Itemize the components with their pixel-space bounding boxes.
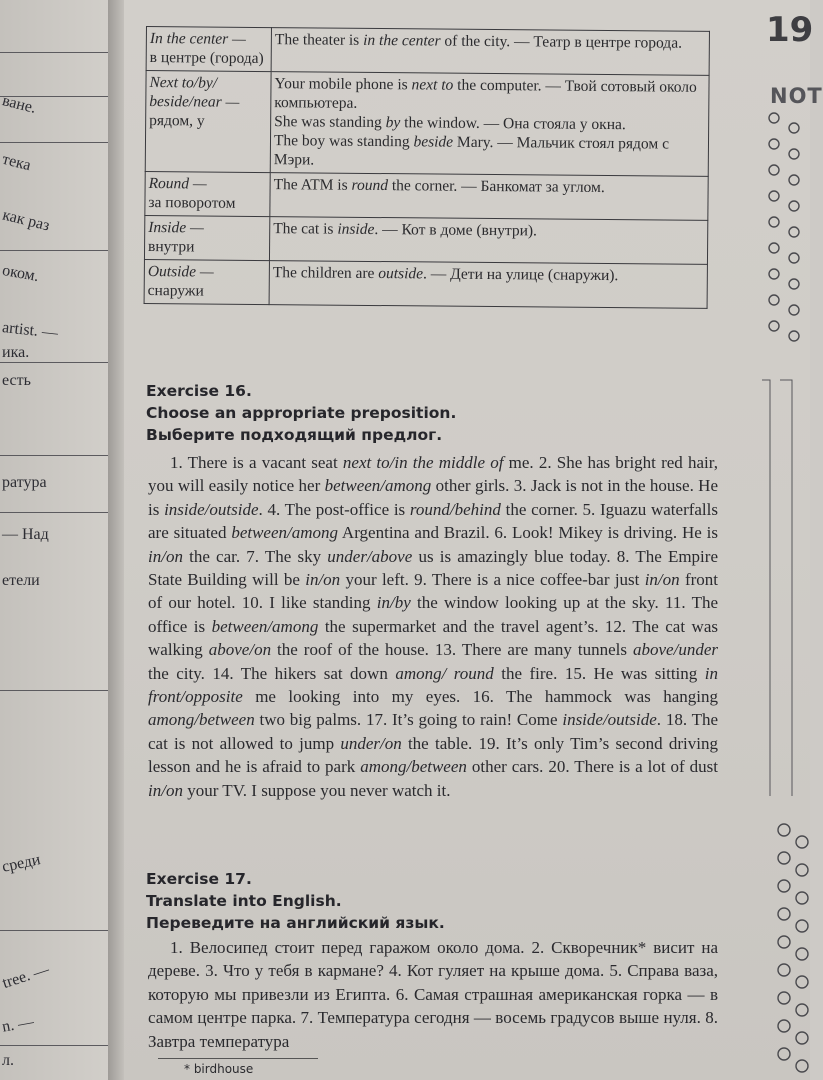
example-preposition: beside [413,133,454,151]
term-translation: в центре (города) [149,49,264,68]
preposition-options: among/between [360,757,467,777]
exercise-17-paragraph: 1. Велосипед стоит перед гаражом около дома. 2. Скворечник* висит на дереве. 3. Что у тебя в кармане? 4. Кот гуляет на крыше дома. 5. Справа ваза, которую мы привезли из Египта. 6. Самая страшная американская горка — в самом центре парка. 7. Температура сегодня — восемь градусов выше нуля. 8. Завтра температура [148,938,718,1051]
sentence-text: us is amazingly blue today. 8. The Empire State Building will be [148,546,718,590]
table-term-cell [144,259,269,304]
margin-circle [789,149,799,159]
exercise-16-text [148,451,718,802]
exercise-instruction-ru: Переведите на английский язык. [146,914,445,932]
sentence-text: me. 2. She has bright red hair, you will easily notice her [148,453,718,496]
preposition-options: in/by [376,593,411,613]
left-page-fragment: есть [2,372,31,389]
sentence-text: other girls. 3. Jack is not in the house. He is [148,476,718,519]
preposition-options: inside/outside [562,710,657,730]
example-text: The theater is [274,31,364,49]
sentence-text: the corner. 5. Iguazu waterfalls are situated [148,499,718,543]
preposition-options: round/behind [409,499,501,519]
exercise-17-text [148,936,718,1053]
example-text: Your mobile phone is [274,75,412,94]
margin-circle [769,191,779,201]
example-text: The ATM is [273,176,352,194]
preposition-options: among/between [148,710,255,730]
margin-circle [778,908,790,920]
preposition-options: above/on [208,640,272,660]
preposition-options: among/ round [395,663,494,683]
exercise-instruction-en: Choose an appropriate preposition. [146,404,457,422]
example-preposition: by [385,114,401,132]
margin-circle [769,295,779,305]
margin-circle [789,331,799,341]
margin-circle [796,836,808,848]
margin-circle [769,217,779,227]
example-text: the window. — Она стояла у окна. [400,114,626,134]
example-text: She was standing [274,113,386,132]
term-label: Round — [148,175,207,193]
table-row [145,171,708,220]
table-example-cell [271,28,709,76]
left-page-fragment: среди [0,851,42,876]
example-preposition: next to [411,76,454,94]
left-page-fragment: n. — [0,1013,36,1036]
term-translation: рядом, у [149,112,205,130]
preposition-options: next to/in the middle of [342,453,504,472]
preposition-table [144,26,710,309]
margin-circle [778,964,790,976]
example-preposition: outside [378,265,424,283]
margin-zigzag-line [762,380,770,796]
margin-circle [789,201,799,211]
term-translation: снаружи [147,282,204,300]
margin-zigzag-line [780,380,792,796]
table-example-cell [270,173,708,221]
sentence-text: two big palms. 17. It’s going to rain! Come [254,710,563,730]
term-label: Outside — [147,263,214,281]
margin-zigzag [762,380,792,796]
exercise-instruction-en: Translate into English. [146,892,342,910]
left-page-fragment: artist. — [1,319,59,342]
sentence-text: your TV. I suppose you never watch it. [182,780,451,800]
margin-circle [789,123,799,133]
exercise-instruction-ru: Выберите подходящий предлог. [146,426,443,444]
preposition-options: in/on [148,780,183,800]
preposition-options: in/on [644,570,680,590]
term-label: Next to/by/ beside/near — [149,74,240,111]
sentence-text: front of our hotel. 10. I like standing [148,570,718,613]
table-row [144,259,707,308]
sentence-text: your left. 9. There is a nice coffee-bar just [340,570,645,590]
table-term-cell [146,27,271,72]
sentence-text: . 4. The post-office is [258,499,410,519]
left-page-fragment: как раз [0,206,52,235]
example-text: the corner. — Банкомат за углом. [387,177,605,197]
exercise-17-heading [146,868,445,934]
margin-circle [796,892,808,904]
sentence-text: 1. There is a vacant seat [170,453,343,472]
margin-circle [796,864,808,876]
example-text: The boy was standing [273,132,414,151]
preposition-options: in/on [305,570,341,590]
margin-circle [769,165,779,175]
example-text: The children are [272,264,379,283]
margin-circle [778,1020,790,1032]
left-page-fragment: ратура [2,474,47,491]
margin-circle [789,175,799,185]
notes-label: NOT [770,84,823,108]
sentence-text: . 18. The cat is not allowed to jump [148,710,719,753]
exercise-title: Exercise 17. [146,870,252,888]
example-text: the computer. — Твой сотовый около компьютера. [274,76,697,112]
table-example-cell [270,72,709,177]
exercise-16-heading [146,380,456,446]
margin-circle [789,279,799,289]
example-preposition: round [351,176,389,195]
table-row [146,27,709,76]
exercise-16-paragraph [148,451,718,802]
margin-circle [796,1032,808,1044]
margin-circle [778,936,790,948]
example-text: . — Кот в доме (внутри). [374,221,538,240]
sentence-text: the car. 7. The sky [182,546,328,566]
left-page-fragment: етели [2,572,40,589]
margin-circle [778,992,790,1004]
table-term-cell [144,215,269,260]
margin-circle [769,139,779,149]
margin-circle [778,824,790,836]
left-page-edge [0,0,112,1080]
margin-circle [778,880,790,892]
term-label: Inside — [148,219,204,237]
footnote-divider [158,1058,318,1059]
preposition-options: between/among [231,523,339,543]
sentence-text: other cars. 20. There is a lot of dust [466,757,718,777]
example-text: Mary. — Мальчик стоял рядом с Мэри. [273,133,670,169]
left-page-fragment: ика. [2,344,30,361]
margin-circle [769,113,779,123]
page-number: 19 [766,10,814,50]
margin-circle [796,976,808,988]
margin-circle [789,227,799,237]
sentence-text: the roof of the house. 13. There are many tunnels [271,640,634,660]
margin-circle [796,948,808,960]
notebook-margin-decoration [740,0,810,1080]
example-text: . — Дети на улице (снаружи). [422,265,619,285]
term-label: In the center — [149,30,246,48]
footnote: * birdhouse [184,1062,254,1076]
sentence-text: the fire. 15. He was sitting [493,663,705,683]
sentence-text: me looking into my eyes. 16. The hammock was hanging [242,687,718,707]
left-page-fragment: л. [2,1052,14,1069]
table-term-cell [145,71,271,173]
sentence-text: the window looking up at the sky. 11. The office is [148,593,718,636]
preposition-options: under/above [327,546,413,566]
term-translation: за поворотом [148,194,236,212]
preposition-options: between/among [211,616,319,636]
exercise-title: Exercise 16. [146,382,252,400]
preposition-options: between/among [324,476,432,496]
table-row [145,71,709,177]
margin-circle [769,243,779,253]
example-preposition: in the center [363,31,441,50]
sentence-text: the table. 19. It’s only Tim’s second driving lesson and he is afraid to park [148,733,718,777]
margin-circle [778,1048,790,1060]
left-page-fragment: — Над [2,526,49,543]
margin-circle [778,852,790,864]
table-term-cell [145,171,270,216]
margin-circle [796,1004,808,1016]
margin-circles [769,113,808,1072]
example-preposition: inside [337,220,375,239]
term-translation: внутри [148,238,195,256]
margin-circle [789,253,799,263]
left-page-fragment: оком. [0,261,41,286]
preposition-options: in front/opposite [148,663,718,707]
margin-circle [796,1060,808,1072]
table-example-cell [269,261,707,309]
example-text: The cat is [273,220,338,238]
table-row [144,215,707,264]
sentence-text: Argentina and Brazil. 6. Look! Mikey is driving. He is [338,523,718,543]
table-example-cell [269,217,707,265]
preposition-options: in/on [148,546,183,566]
left-page-fragment: ване. [0,92,38,117]
example-text: of the city. — Театр в центре города. [440,32,683,52]
preposition-options: inside/outside [164,499,259,519]
preposition-options: under/on [340,733,402,753]
preposition-options: above/under [633,640,718,660]
margin-circle [769,321,779,331]
left-page-fragment: тека [0,150,33,175]
margin-circle [769,269,779,279]
sentence-text: the supermarket and the travel agent’s. 12. The cat was walking [148,616,718,660]
left-page-fragment: tree. — [0,961,52,993]
margin-circle [789,305,799,315]
margin-circle [796,920,808,932]
sentence-text: the city. 14. The hikers sat down [148,663,396,683]
